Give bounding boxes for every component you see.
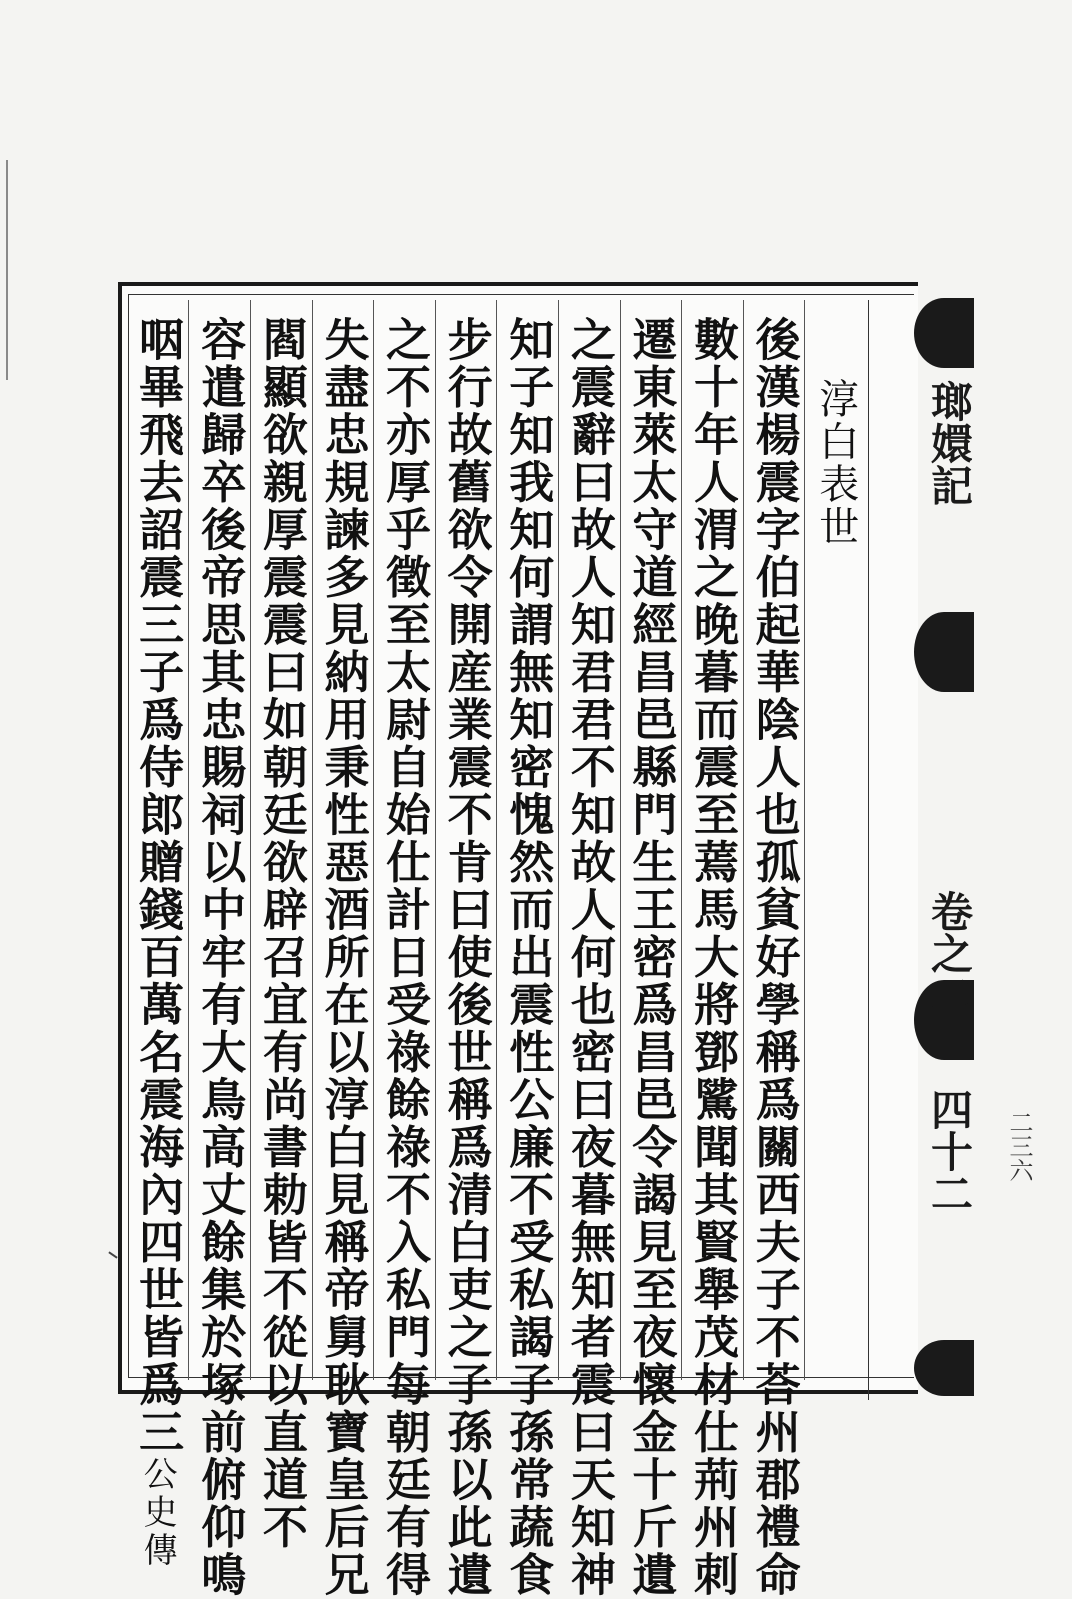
column-text: 失盡忠規諫多見納用秉性惡酒所在以淳白見稱帝舅耿寶皇后兄	[316, 316, 370, 1599]
text-column	[312, 300, 374, 1599]
final-main-text: 咽畢飛去詔震三子爲侍郎贈錢百萬名震海內四世皆爲三	[131, 316, 185, 1456]
text-column	[250, 300, 312, 1551]
column-text: 容遣歸卒後帝思其忠賜祠以中牢有大鳥高丈餘集於塚前俯仰鳴	[193, 316, 247, 1599]
page-number: 二三六	[1005, 1110, 1033, 1182]
column-text: 知子知我知何謂無知密愧然而出震性公廉不受私謁子孫常蔬食	[501, 316, 555, 1599]
book-title: 瑯嬛記	[925, 380, 974, 506]
column-heading	[804, 300, 866, 1380]
text-column	[681, 300, 743, 1599]
column-text: 遷東萊太守道經昌邑縣門生王密爲昌邑令謁見至夜懷金十斤遺	[624, 316, 678, 1599]
text-column	[496, 300, 558, 1599]
column-text: 後漢楊震字伯起華陰人也孤貧好學稱爲關西夫子不荅州郡禮命	[747, 316, 801, 1599]
text-column	[188, 300, 250, 1599]
leaf-number: 四十二	[925, 1088, 974, 1214]
volume-label: 卷之二	[925, 890, 974, 1016]
column-text: 之不亦厚乎徵至太尉自始仕計日受祿餘祿不入私門每朝廷有得	[378, 316, 432, 1599]
fishtail-top-icon	[914, 298, 974, 368]
text-column	[620, 300, 682, 1599]
column-text: 閻顯欲親厚震震曰如朝廷欲辟召宜有尚書勅皆不從以直道不	[254, 316, 308, 1551]
column-text: 之震辭曰故人知君君不知故人何也密曰夜暮無知者震曰天知神	[562, 316, 616, 1599]
text-columns	[126, 300, 866, 1599]
section-title: 淳白表世	[812, 378, 859, 548]
fishtail-upper-icon	[914, 612, 974, 692]
source-citation: 公史傳	[137, 1456, 178, 1570]
column-text: 步行故舊欲令開産業震不肯曰使後世稱爲清白吏之子孫以此遺	[439, 316, 493, 1599]
text-column	[743, 300, 805, 1599]
column-text	[131, 300, 185, 1570]
text-column-final	[127, 300, 189, 1570]
column-text: 數十年人渭之晚暮而震至蔫馬大將鄧騭聞其賢舉茂材仕荊州刺	[686, 316, 740, 1599]
text-column	[435, 300, 497, 1599]
text-column	[373, 300, 435, 1599]
ink-mark	[108, 1251, 117, 1258]
fishtail-bottom-icon	[914, 1340, 974, 1396]
text-column	[558, 300, 620, 1599]
page-edge-line	[6, 160, 8, 380]
